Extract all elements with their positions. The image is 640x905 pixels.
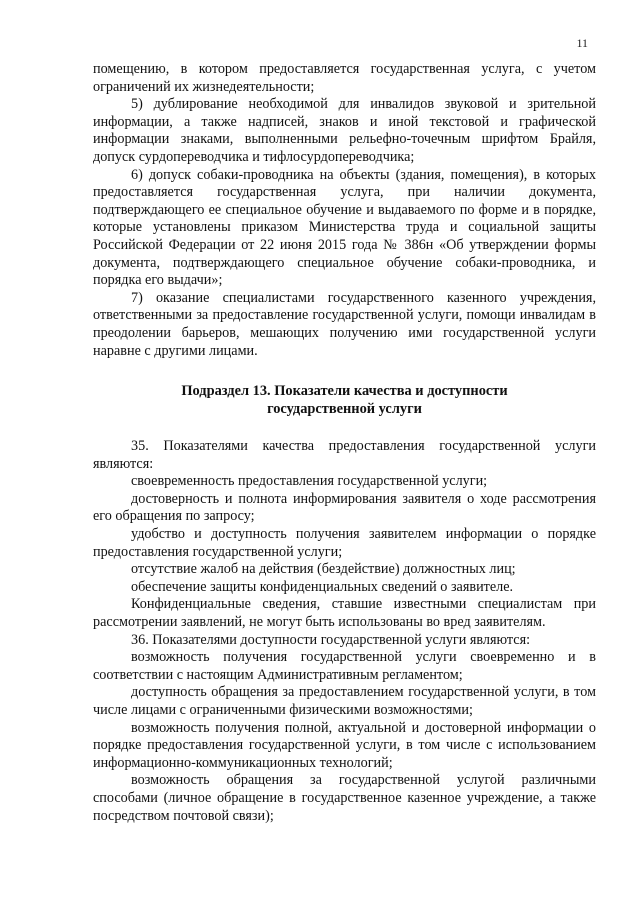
section-heading-line-1: Подраздел 13. Показатели качества и доступности xyxy=(181,383,508,400)
section-heading xyxy=(93,382,596,418)
quality-indicator-reliability: достоверность и полнота информирования заявителя о ходе рассмотрения его обращения по запросу; xyxy=(93,490,596,525)
document-body xyxy=(93,61,596,825)
paragraph-36: 36. Показателями доступности государственной услуги являются: xyxy=(131,631,531,648)
paragraph-35: 35. Показателями качества предоставления государственной услуги являются: xyxy=(93,438,596,472)
paragraph-item-7: 7) оказание специалистами государственного казенного учреждения, ответственными за предоставление государственной услуги, помощи инвалидам в преодолении барьеров, мешающих получению ими государственной услуги наравне с другими лицами. xyxy=(93,289,596,359)
accessibility-indicator-limited-abilities: доступность обращения за предоставлением государственной услуги, в том числе лицами с ограниченными физическими возможностями; xyxy=(93,684,596,718)
section-heading-line-2: государственной услуги xyxy=(267,401,422,418)
paragraph-continuation: помещению, в котором предоставляется государственная услуга, с учетом ограничений их жизнедеятельности; xyxy=(93,61,596,95)
page-number: 11 xyxy=(576,36,588,50)
accessibility-indicator-channels: возможность обращения за государственной услугой различными способами (личное обращение в государственное казенное учреждение, а также посредством почтовой связи); xyxy=(93,772,596,824)
paragraph-item-6: 6) допуск собаки-проводника на объекты (здания, помещения), в которых предоставляется государственная услуга, при наличии документа, подтверждающего ее специальное обучение и выдаваемого по форме и в порядке, которые установлены приказом Министерства труда и социальной защиты Российской Федерации от 22 июня 2015 года № 386н «Об утверждении формы документа, подтверждающего специальное обучение собаки-проводника, и порядка его выдачи»; xyxy=(93,166,596,289)
paragraph-item-5: 5) дублирование необходимой для инвалидов звуковой и зрительной информации, а также надписей, знаков и иной текстовой и графической информации знаками, выполненными рельефно-точечным шрифтом Брайля, допуск сурдопереводчика и тифлосурдопереводчика; xyxy=(93,96,596,165)
quality-indicator-no-complaints: отсутствие жалоб на действия (бездействие) должностных лиц; xyxy=(131,561,516,578)
accessibility-indicator-information: возможность получения полной, актуальной и достоверной информации о порядке предоставления государственной услуги, в том числе с использованием информационно-коммуникационных технологий; xyxy=(93,719,596,771)
quality-indicator-convenience: удобство и доступность получения заявителем информации о порядке предоставления государственной услуги; xyxy=(93,526,596,560)
quality-indicator-timeliness: своевременность предоставления государственной услуги; xyxy=(131,473,488,490)
accessibility-indicator-timely: возможность получения государственной услуги своевременно и в соответствии с настоящим Административным регламентом; xyxy=(93,649,596,683)
paragraph-confidential-info: Конфиденциальные сведения, ставшие известными специалистам при рассмотрении заявлений, не могут быть использованы во вред заявителям. xyxy=(93,596,596,631)
quality-indicator-confidentiality: обеспечение защиты конфиденциальных сведений о заявителе. xyxy=(131,578,514,595)
